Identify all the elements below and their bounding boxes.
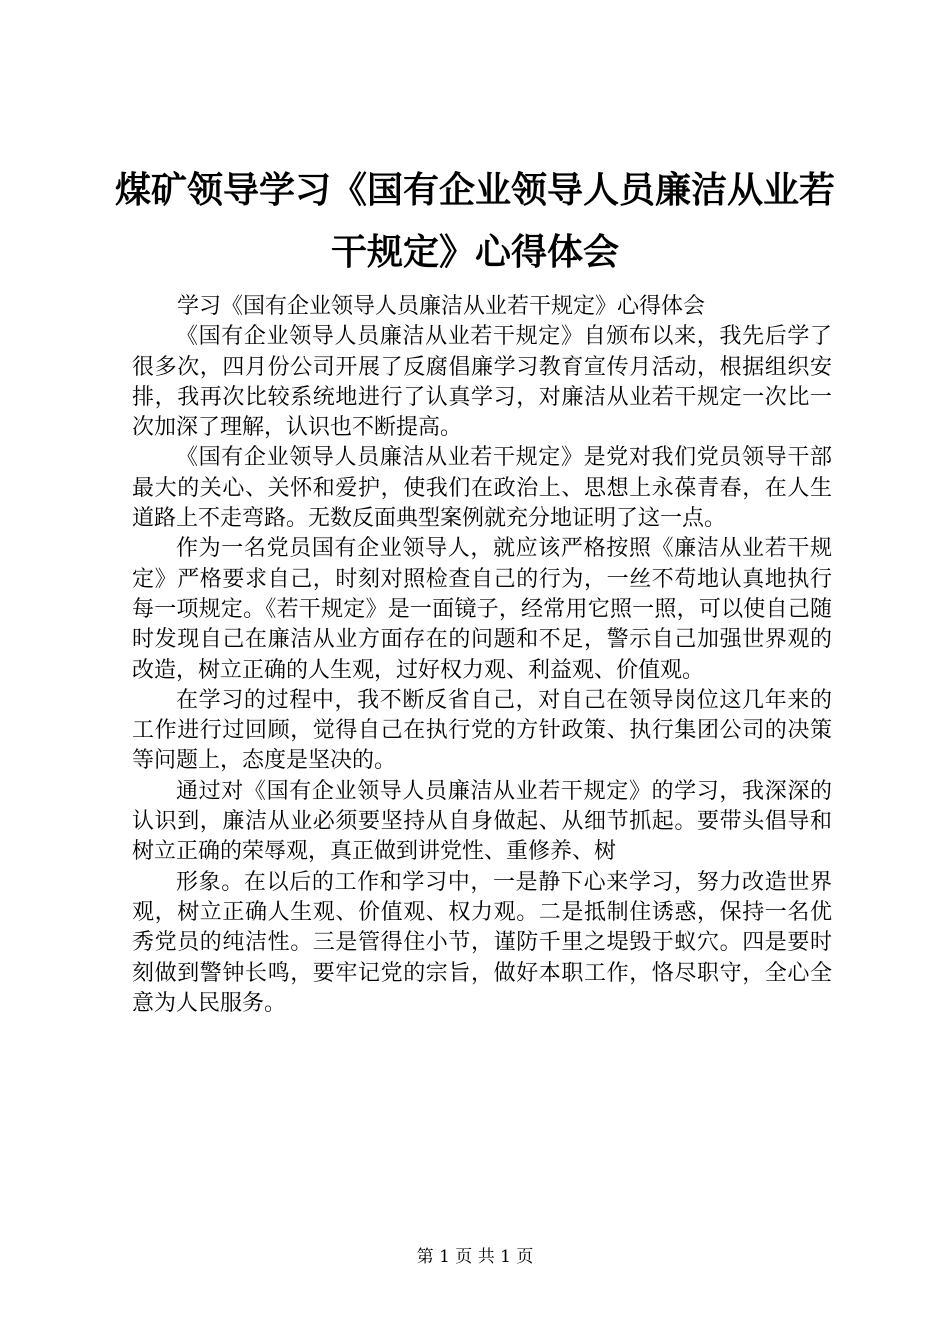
paragraph-2: 《国有企业领导人员廉洁从业若干规定》是党对我们党员领导干部最大的关心、关怀和爱护，使我们在政治上、思想上永葆青春，在人生道路上不走弯路。无数反面典型案例就充分地证明了这一点。 <box>132 445 832 532</box>
paragraph-1: 《国有企业领导人员廉洁从业若干规定》自颁布以来，我先后学了很多次，四月份公司开展了反腐倡廉学习教育宣传月活动，根据组织安排，我再次比较系统地进行了认真学习，对廉洁从业若干规定一次比一次加深了理解，认识也不断提高。 <box>132 324 832 441</box>
document-subtitle: 学习《国有企业领导人员廉洁从业若干规定》心得体会 <box>177 294 706 319</box>
paragraph-5: 通过对《国有企业领导人员廉洁从业若干规定》的学习，我深深的认识到，廉洁从业必须要坚持从自身做起、从细节抓起。要带头倡导和树立正确的荣辱观，真正做到讲党性、重修养、树 <box>132 778 832 865</box>
paragraph-4: 在学习的过程中，我不断反省自己，对自己在领导岗位这几年来的工作进行过回顾，觉得自己在执行党的方针政策、执行集团公司的决策等问题上，态度是坚决的。 <box>132 687 832 774</box>
document-title: 煤矿领导学习《国有企业领导人员廉洁从业若干规定》心得体会 <box>114 170 835 273</box>
page-footer: 第 1 页 共 1 页 <box>416 1247 534 1267</box>
paragraph-3: 作为一名党员国有企业领导人，就应该严格按照《廉洁从业若干规定》严格要求自己，时刻对照检查自己的行为，一丝不苟地认真地执行每一项规定。《若干规定》是一面镜子，经常用它照一照，可以使自己随时发现自己在廉洁从业方面存在的问题和不足，警示自己加强世界观的改造，树立正确的人生观，过好权力观、利益观、价值观。 <box>132 536 832 683</box>
document-body <box>132 292 832 1019</box>
paragraph-6: 形象。在以后的工作和学习中，一是静下心来学习，努力改造世界观，树立正确人生观、价值观、权力观。二是抵制住诱惑，保持一名优秀党员的纯洁性。三是管得住小节，谨防千里之堤毁于蚁穴。四是要时刻做到警钟长鸣，要牢记党的宗旨，做好本职工作，恪尽职守，全心全意为人民服务。 <box>132 869 832 1016</box>
